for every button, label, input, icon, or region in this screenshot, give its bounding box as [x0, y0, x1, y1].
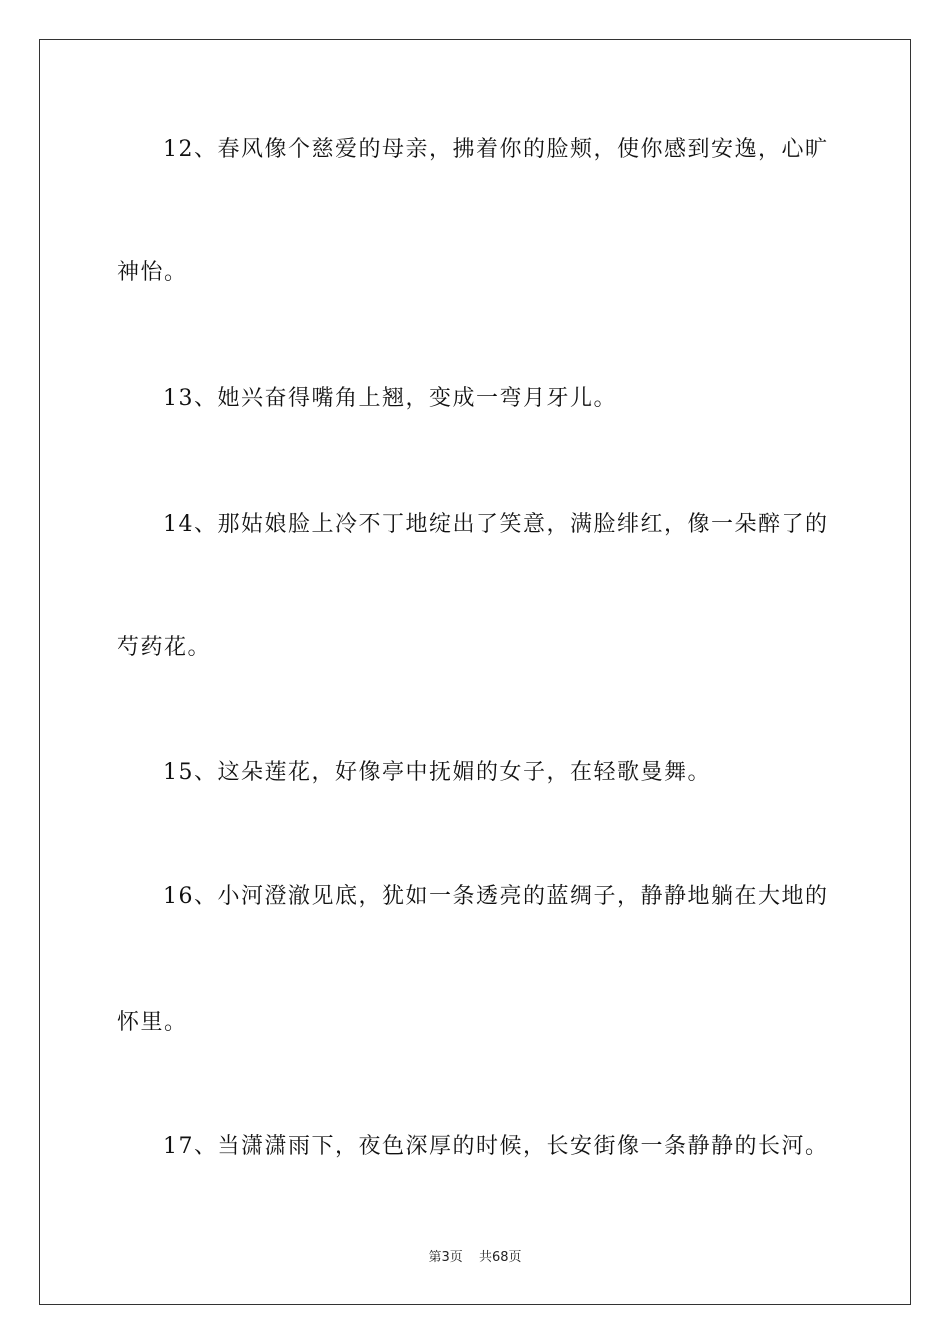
paragraph-17: 17、当潇潇雨下，夜色深厚的时候，长安街像一条静静的长河。	[163, 1134, 829, 1159]
page-border	[39, 39, 911, 1305]
page-total: 共68页	[478, 1250, 522, 1265]
paragraph-14-line-1: 14、那姑娘脸上冷不丁地绽出了笑意，满脸绯红，像一朵醉了的	[163, 512, 829, 537]
paragraph-13: 13、她兴奋得嘴角上翘，变成一弯月牙儿。	[163, 386, 617, 411]
paragraph-16-line-1: 16、小河澄澈见底，犹如一条透亮的蓝绸子，静静地躺在大地的	[163, 884, 829, 909]
page-number: 第3页	[428, 1250, 463, 1265]
paragraph-15: 15、这朵莲花，好像亭中抚媚的女子，在轻歌曼舞。	[163, 760, 711, 785]
paragraph-16-line-2: 怀里。	[117, 1010, 188, 1035]
paragraph-12-line-2: 神怡。	[117, 260, 188, 285]
page-footer	[0, 1246, 950, 1265]
paragraph-12-line-1: 12、春风像个慈爱的母亲，拂着你的脸颊，使你感到安逸，心旷	[163, 137, 829, 162]
paragraph-14-line-2: 芍药花。	[117, 635, 212, 660]
